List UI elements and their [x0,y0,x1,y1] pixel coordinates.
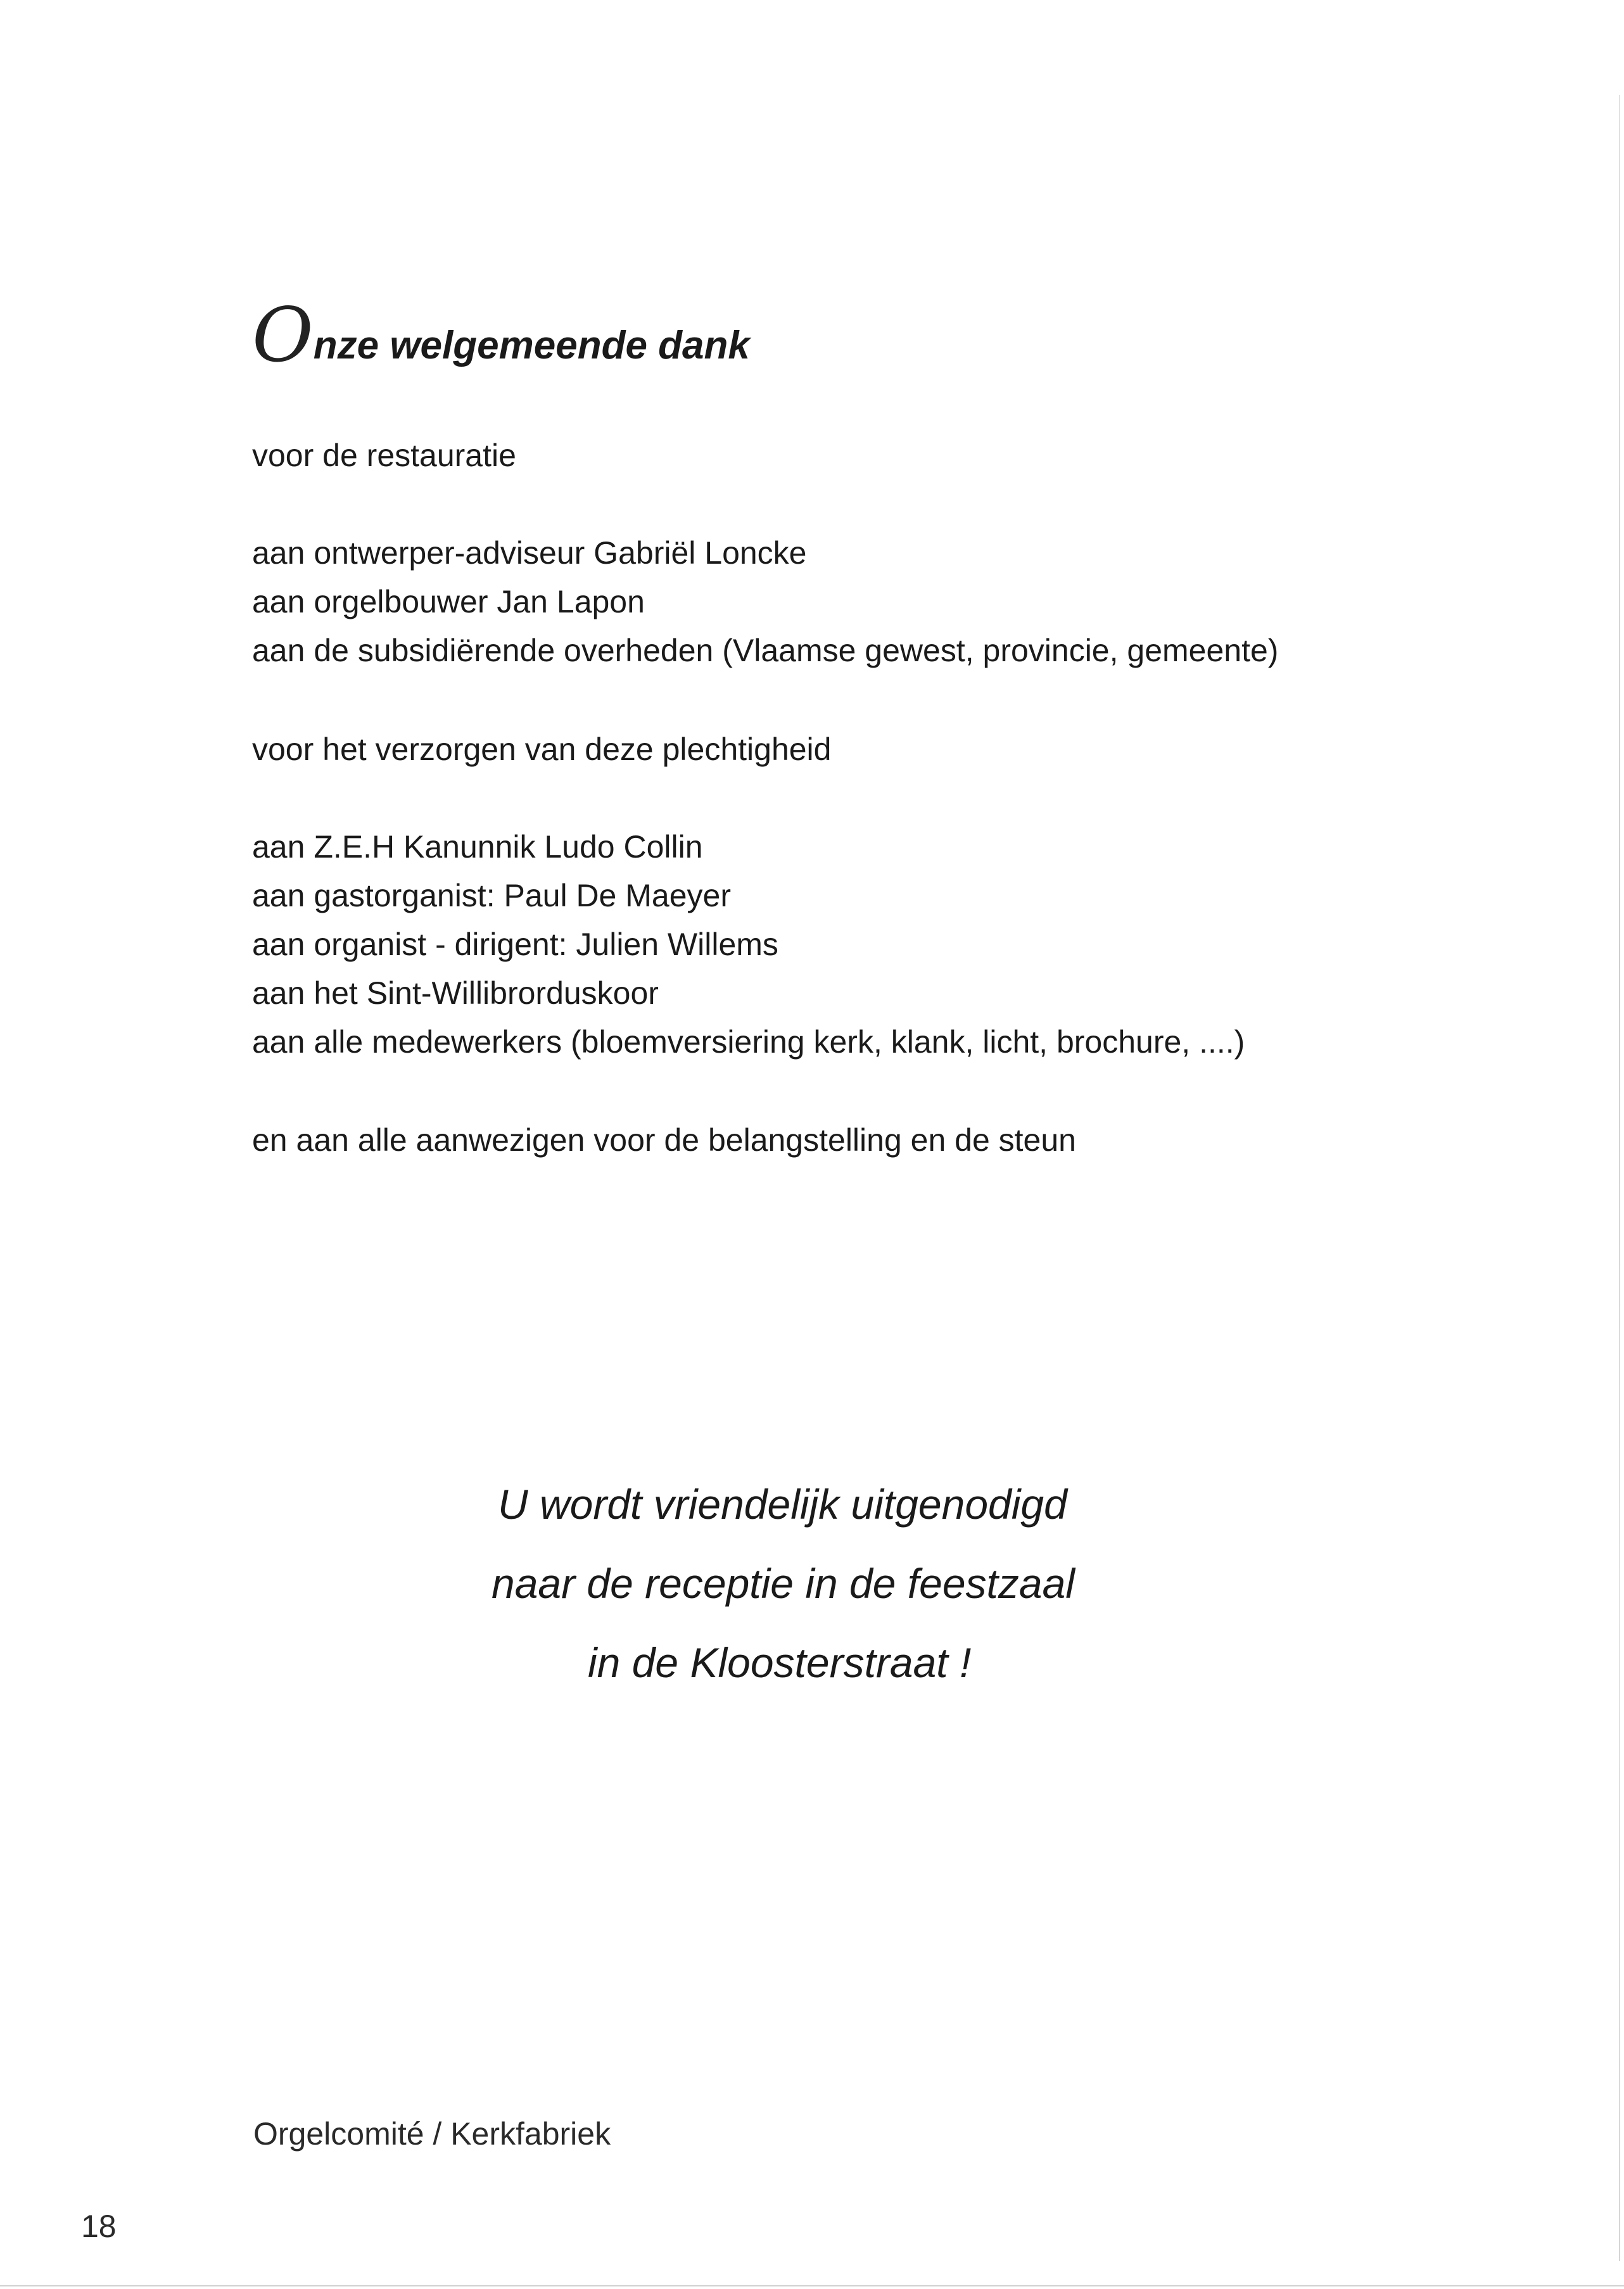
thanks-line: aan Z.E.H Kanunnik Ludo Collin [252,829,703,865]
heading-text: nze welgemeende dank [313,324,750,367]
page-number: 18 [81,2209,117,2244]
thanks-line: aan het Sint-Willibrorduskoor [252,975,659,1011]
invitation-line: in de Kloosterstraat ! [588,1639,972,1686]
closing-line: en aan alle aanwezigen voor de belangstelling en de steun [252,1122,1076,1158]
invitation-line: naar de receptie in de feestzaal [492,1560,1075,1607]
invitation-line: U wordt vriendelijk uitgenodigd [498,1481,1067,1528]
thanks-line: aan orgelbouwer Jan Lapon [252,584,645,619]
thanks-line: aan organist - dirigent: Julien Willems [252,927,778,962]
section-title-ceremony: voor het verzorgen van deze plechtigheid [252,732,832,767]
footer-signature: Orgelcomité / Kerkfabriek [253,2116,611,2152]
thanks-line: aan alle medewerkers (bloemversiering kerk, klank, licht, brochure, ....) [252,1024,1245,1060]
scan-edge-right [1619,95,1620,2261]
section-title-restoration: voor de restauratie [252,438,516,473]
heading-decorative-initial: O [252,291,312,379]
scan-edge-bottom [0,2285,1624,2286]
page-heading [252,291,750,379]
thanks-line: aan de subsidiërende overheden (Vlaamse gewest, provincie, gemeente) [252,633,1279,668]
thanks-line: aan ontwerper-adviseur Gabriël Loncke [252,535,807,571]
thanks-line: aan gastorganist: Paul De Maeyer [252,878,731,913]
